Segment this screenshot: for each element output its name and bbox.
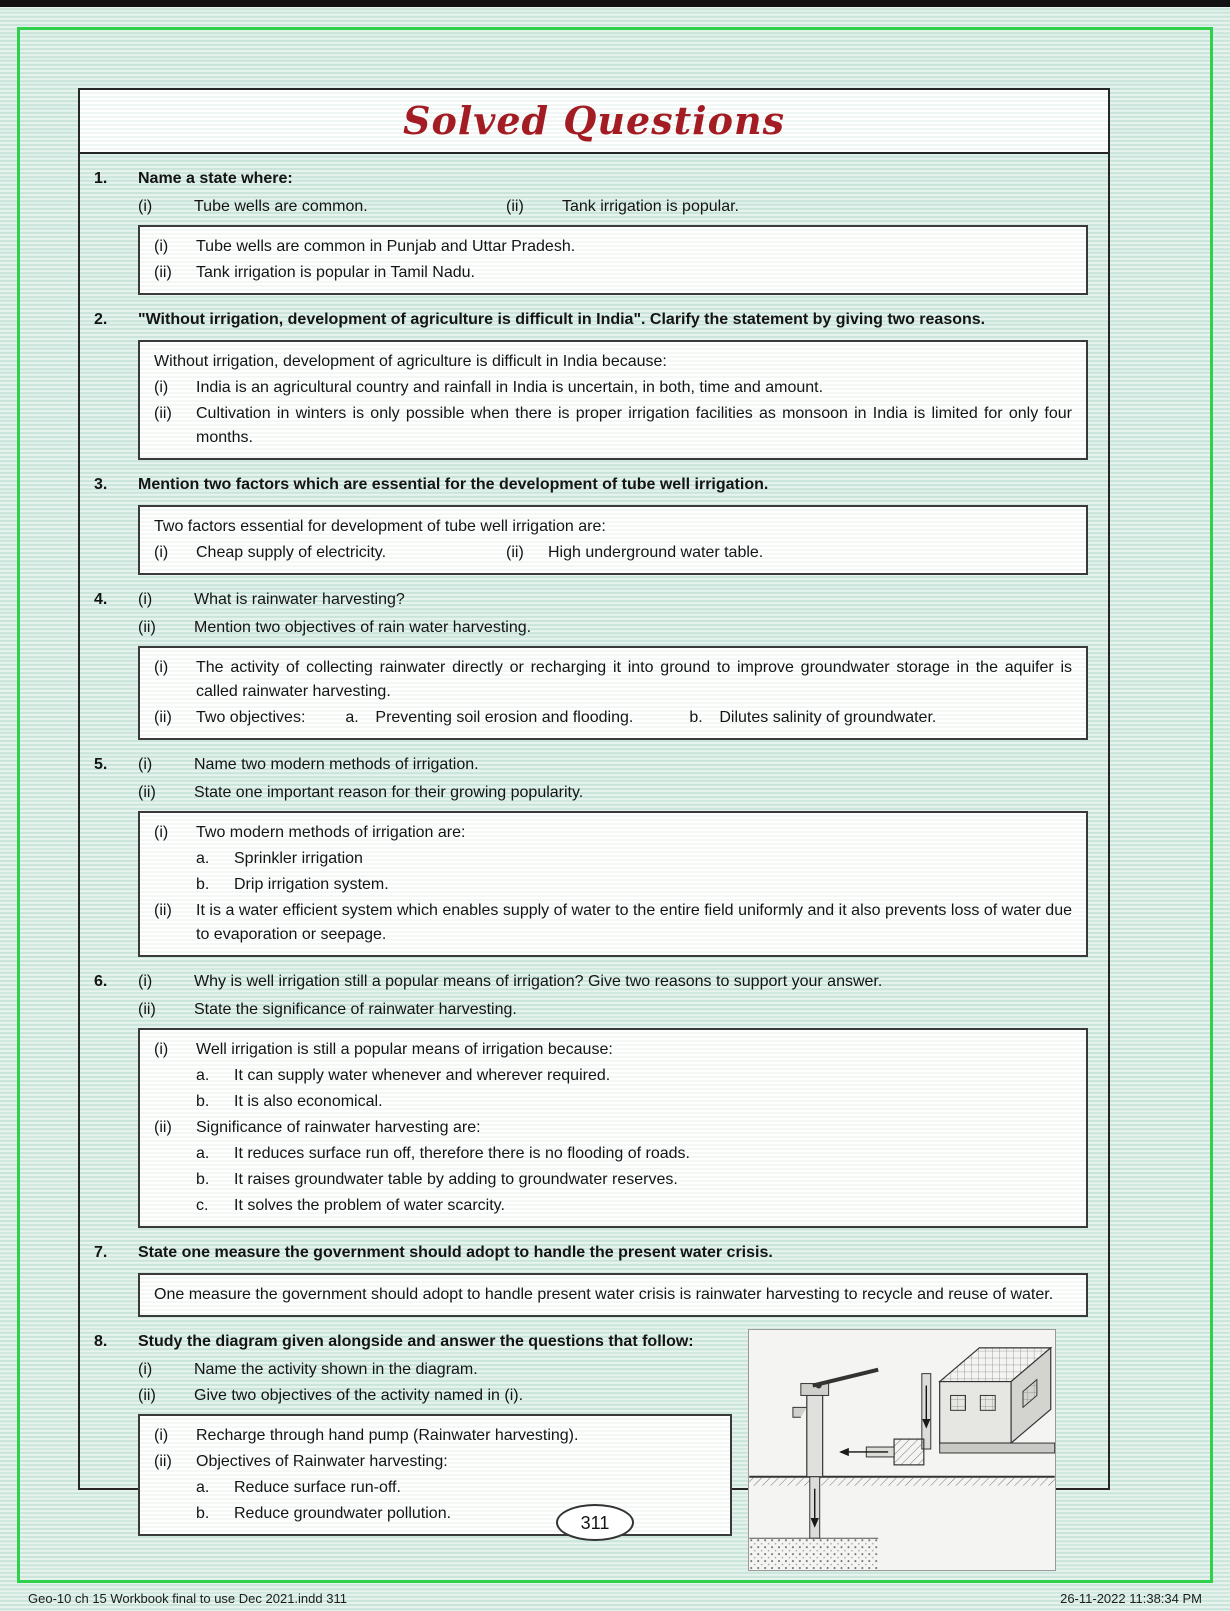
- item-label: a.: [196, 850, 210, 867]
- question-number: 4.: [94, 591, 108, 608]
- item-text: It solves the problem of water scarcity.: [234, 1197, 505, 1214]
- subpart: [138, 753, 479, 777]
- question-head: [92, 303, 1096, 334]
- subpart-text: Mention two objectives of rain water harvesting.: [194, 619, 532, 636]
- answer-text: The activity of collecting rainwater directly or recharging it into ground to improve groundwater storage in the aquifer is called rainwater harvesting.: [196, 659, 1072, 700]
- questions-list: [80, 154, 1108, 1571]
- answer-item: [196, 1502, 716, 1526]
- subpart: [138, 616, 1096, 640]
- subpart: [138, 588, 405, 612]
- question-heading: Name a state where:: [138, 170, 293, 187]
- item-text: It is also economical.: [234, 1093, 383, 1110]
- question-number: 5.: [94, 756, 108, 773]
- answer-line: [154, 821, 1072, 845]
- answer-label: (i): [154, 659, 169, 676]
- answer-line: [154, 1038, 1072, 1062]
- subpart-label: (ii): [138, 619, 156, 636]
- subpart-label: (i): [138, 1361, 153, 1378]
- question-number: 8.: [94, 1333, 108, 1350]
- item-text: It reduces surface run off, therefore there is no flooding of roads.: [234, 1145, 690, 1162]
- answer-line: [154, 1116, 1072, 1140]
- answer-line: [154, 376, 1072, 400]
- question-head: [92, 162, 1096, 193]
- item-label: a.: [196, 1479, 210, 1496]
- answer-text: It is a water efficient system which enables supply of water to the entire field uniformly and it also prevents loss of water due to evaporation or seepage.: [196, 902, 1072, 943]
- item-text: Reduce groundwater pollution.: [234, 1505, 452, 1522]
- answer-line: [154, 1450, 716, 1474]
- answer-intro: Two factors essential for development of tube well irrigation are:: [154, 518, 606, 535]
- subpart-label: (i): [138, 756, 153, 773]
- subpart: [138, 781, 1096, 805]
- question-head: [92, 1236, 1096, 1267]
- question-head: [92, 748, 1096, 779]
- answer-line: [154, 1424, 716, 1448]
- question-heading: State one measure the government should adopt to handle the present water crisis.: [138, 1244, 773, 1261]
- answer-text: High underground water table.: [548, 544, 764, 561]
- subpart-text: What is rainwater harvesting?: [194, 591, 405, 608]
- answer-lead: Well irrigation is still a popular means of irrigation because:: [196, 1041, 613, 1058]
- answer-item: [196, 1090, 1072, 1114]
- question-head: [92, 1325, 734, 1356]
- subpart-text: Name two modern methods of irrigation.: [194, 756, 479, 773]
- subpart-text: Why is well irrigation still a popular means of irrigation? Give two reasons to support your answer.: [194, 973, 883, 990]
- answer-box: [138, 340, 1088, 460]
- item-text: Sprinkler irrigation: [234, 850, 363, 867]
- subpart-label: (ii): [138, 784, 156, 801]
- question-2: [92, 303, 1096, 460]
- answer-items: [154, 1064, 1072, 1114]
- answer-line: [154, 235, 1072, 259]
- answer-item: [196, 847, 1072, 871]
- answer-label: (ii): [154, 1119, 172, 1136]
- answer-label: (ii): [154, 1453, 172, 1470]
- content-panel: [78, 88, 1110, 1522]
- answer-box: [138, 1273, 1088, 1317]
- answer-box: [138, 1414, 732, 1536]
- answer-item: [345, 706, 633, 730]
- answer-inline-items: [196, 706, 1072, 730]
- answer-item: [196, 873, 1072, 897]
- question-heading: Mention two factors which are essential for the development of tube well irrigation.: [138, 476, 769, 493]
- answer-line: [154, 261, 1072, 285]
- question-1: [92, 162, 1096, 295]
- answer-line: [154, 899, 1072, 947]
- subpart-label: (ii): [138, 1387, 156, 1404]
- item-label: b.: [196, 1171, 210, 1188]
- answer-label: (i): [154, 238, 169, 255]
- answer-text: Tube wells are common in Punjab and Uttar Pradesh.: [196, 238, 576, 255]
- answer-col: [506, 541, 763, 565]
- answer-text: India is an agricultural country and rainfall in India is uncertain, in both, time and amount.: [196, 379, 824, 396]
- question-head: [92, 468, 1096, 499]
- item-text: Reduce surface run-off.: [234, 1479, 401, 1496]
- rainwater-harvesting-diagram: [748, 1329, 1056, 1571]
- item-text: Drip irrigation system.: [234, 876, 389, 893]
- page-title: Solved Questions: [403, 98, 785, 143]
- answer-box: [138, 646, 1088, 740]
- answer-intro: Without irrigation, development of agriculture is difficult in India because:: [154, 353, 667, 370]
- answer-text: Cultivation in winters is only possible when there is proper irrigation facilities as monsoon in India is limited for only four months.: [196, 405, 1072, 446]
- question-subparts: [138, 195, 1096, 219]
- item-text: It can supply water whenever and wherever required.: [234, 1067, 611, 1084]
- answer-label: (ii): [506, 544, 524, 561]
- answer-label: (ii): [154, 902, 172, 919]
- item-label: b.: [196, 1505, 210, 1522]
- subpart-label: (i): [138, 591, 153, 608]
- question-5: [92, 748, 1096, 957]
- question-4: [92, 583, 1096, 740]
- answer-item: [196, 1194, 1072, 1218]
- subpart-label: (ii): [138, 1001, 156, 1018]
- answer-text: Tank irrigation is popular in Tamil Nadu.: [196, 264, 475, 281]
- page-number: 311: [580, 1512, 610, 1533]
- title-bar: [80, 90, 1108, 154]
- answer-lead: Objectives of Rainwater harvesting:: [196, 1453, 448, 1470]
- answer-label: (i): [154, 1041, 169, 1058]
- subpart: [506, 195, 739, 219]
- question-heading: "Without irrigation, development of agriculture is difficult in India". Clarify the statement by giving two reasons.: [138, 311, 986, 328]
- question-6: [92, 965, 1096, 1228]
- answer-text: Cheap supply of electricity.: [196, 544, 387, 561]
- answer-lead: Two objectives:: [196, 709, 306, 726]
- item-text: Preventing soil erosion and flooding.: [375, 709, 634, 726]
- subpart-label: (i): [138, 198, 153, 215]
- answer-label: (i): [154, 379, 169, 396]
- item-label: b.: [196, 1093, 210, 1110]
- subpart-label: (ii): [506, 198, 524, 215]
- subpart-text: State the significance of rainwater harvesting.: [194, 1001, 517, 1018]
- question-number: 6.: [94, 973, 108, 990]
- item-label: a.: [345, 709, 359, 726]
- item-label: b.: [689, 709, 703, 726]
- question-head: [92, 583, 1096, 614]
- subpart: [138, 970, 882, 994]
- item-label: c.: [196, 1197, 209, 1214]
- question-heading: Study the diagram given alongside and answer the questions that follow:: [138, 1333, 694, 1350]
- answer-item: [689, 706, 936, 730]
- question-7: [92, 1236, 1096, 1317]
- question-head: [92, 965, 1096, 996]
- subpart: [138, 998, 1096, 1022]
- answer-lead: Two modern methods of irrigation are:: [196, 824, 466, 841]
- question-number: 3.: [94, 476, 108, 493]
- hand-pump-recharge-illustration: [749, 1330, 1055, 1570]
- answer-item: [196, 1168, 1072, 1192]
- subpart-text: Tank irrigation is popular.: [562, 198, 739, 215]
- answer-line: [154, 402, 1072, 450]
- subpart-text: Tube wells are common.: [194, 198, 368, 215]
- page-number-badge: [556, 1504, 634, 1541]
- question-8-left-column: [92, 1325, 748, 1544]
- subpart-text: Give two objectives of the activity named in (i).: [194, 1387, 524, 1404]
- answer-items: [154, 1142, 1072, 1218]
- subpart: [138, 1384, 734, 1408]
- answer-label: (ii): [154, 264, 172, 281]
- answer-label: (i): [154, 824, 169, 841]
- question-number: 1.: [94, 170, 108, 187]
- subpart: [138, 195, 506, 219]
- answer-text: Recharge through hand pump (Rainwater harvesting).: [196, 1427, 579, 1444]
- answer-box: [138, 225, 1088, 295]
- answer-box: [138, 811, 1088, 957]
- answer-box: [138, 505, 1088, 575]
- question-number: 7.: [94, 1244, 108, 1261]
- answer-items: [154, 847, 1072, 897]
- item-label: a.: [196, 1067, 210, 1084]
- subpart: [138, 1358, 734, 1382]
- item-text: It raises groundwater table by adding to groundwater reserves.: [234, 1171, 678, 1188]
- answer-item: [196, 1064, 1072, 1088]
- footer-timestamp: 26-11-2022 11:38:34 PM: [1060, 1591, 1202, 1606]
- footer-file-info: Geo-10 ch 15 Workbook final to use Dec 2021.indd 311: [28, 1591, 347, 1606]
- answer-label: (i): [154, 1427, 169, 1444]
- subpart-text: State one important reason for their growing popularity.: [194, 784, 584, 801]
- subpart-label: (i): [138, 973, 153, 990]
- answer-col: [154, 541, 506, 565]
- question-number: 2.: [94, 311, 108, 328]
- answer-item: [196, 1476, 716, 1500]
- answer-line: [154, 656, 1072, 704]
- subpart-text: Name the activity shown in the diagram.: [194, 1361, 478, 1378]
- answer-label: (ii): [154, 405, 172, 422]
- answer-lead: Significance of rainwater harvesting are:: [196, 1119, 481, 1136]
- answer-box: [138, 1028, 1088, 1228]
- item-text: Dilutes salinity of groundwater.: [719, 709, 937, 726]
- answer-columns: [154, 541, 1072, 565]
- answer-line: [154, 706, 1072, 730]
- item-label: b.: [196, 876, 210, 893]
- scan-edge-top: [0, 0, 1230, 7]
- answer-item: [196, 1142, 1072, 1166]
- answer-label: (i): [154, 544, 169, 561]
- question-3: [92, 468, 1096, 575]
- item-label: a.: [196, 1145, 210, 1162]
- answer-label: (ii): [154, 709, 172, 726]
- answer-text: One measure the government should adopt to handle present water crisis is rainwater harvesting to recycle and reuse of water.: [154, 1286, 1054, 1303]
